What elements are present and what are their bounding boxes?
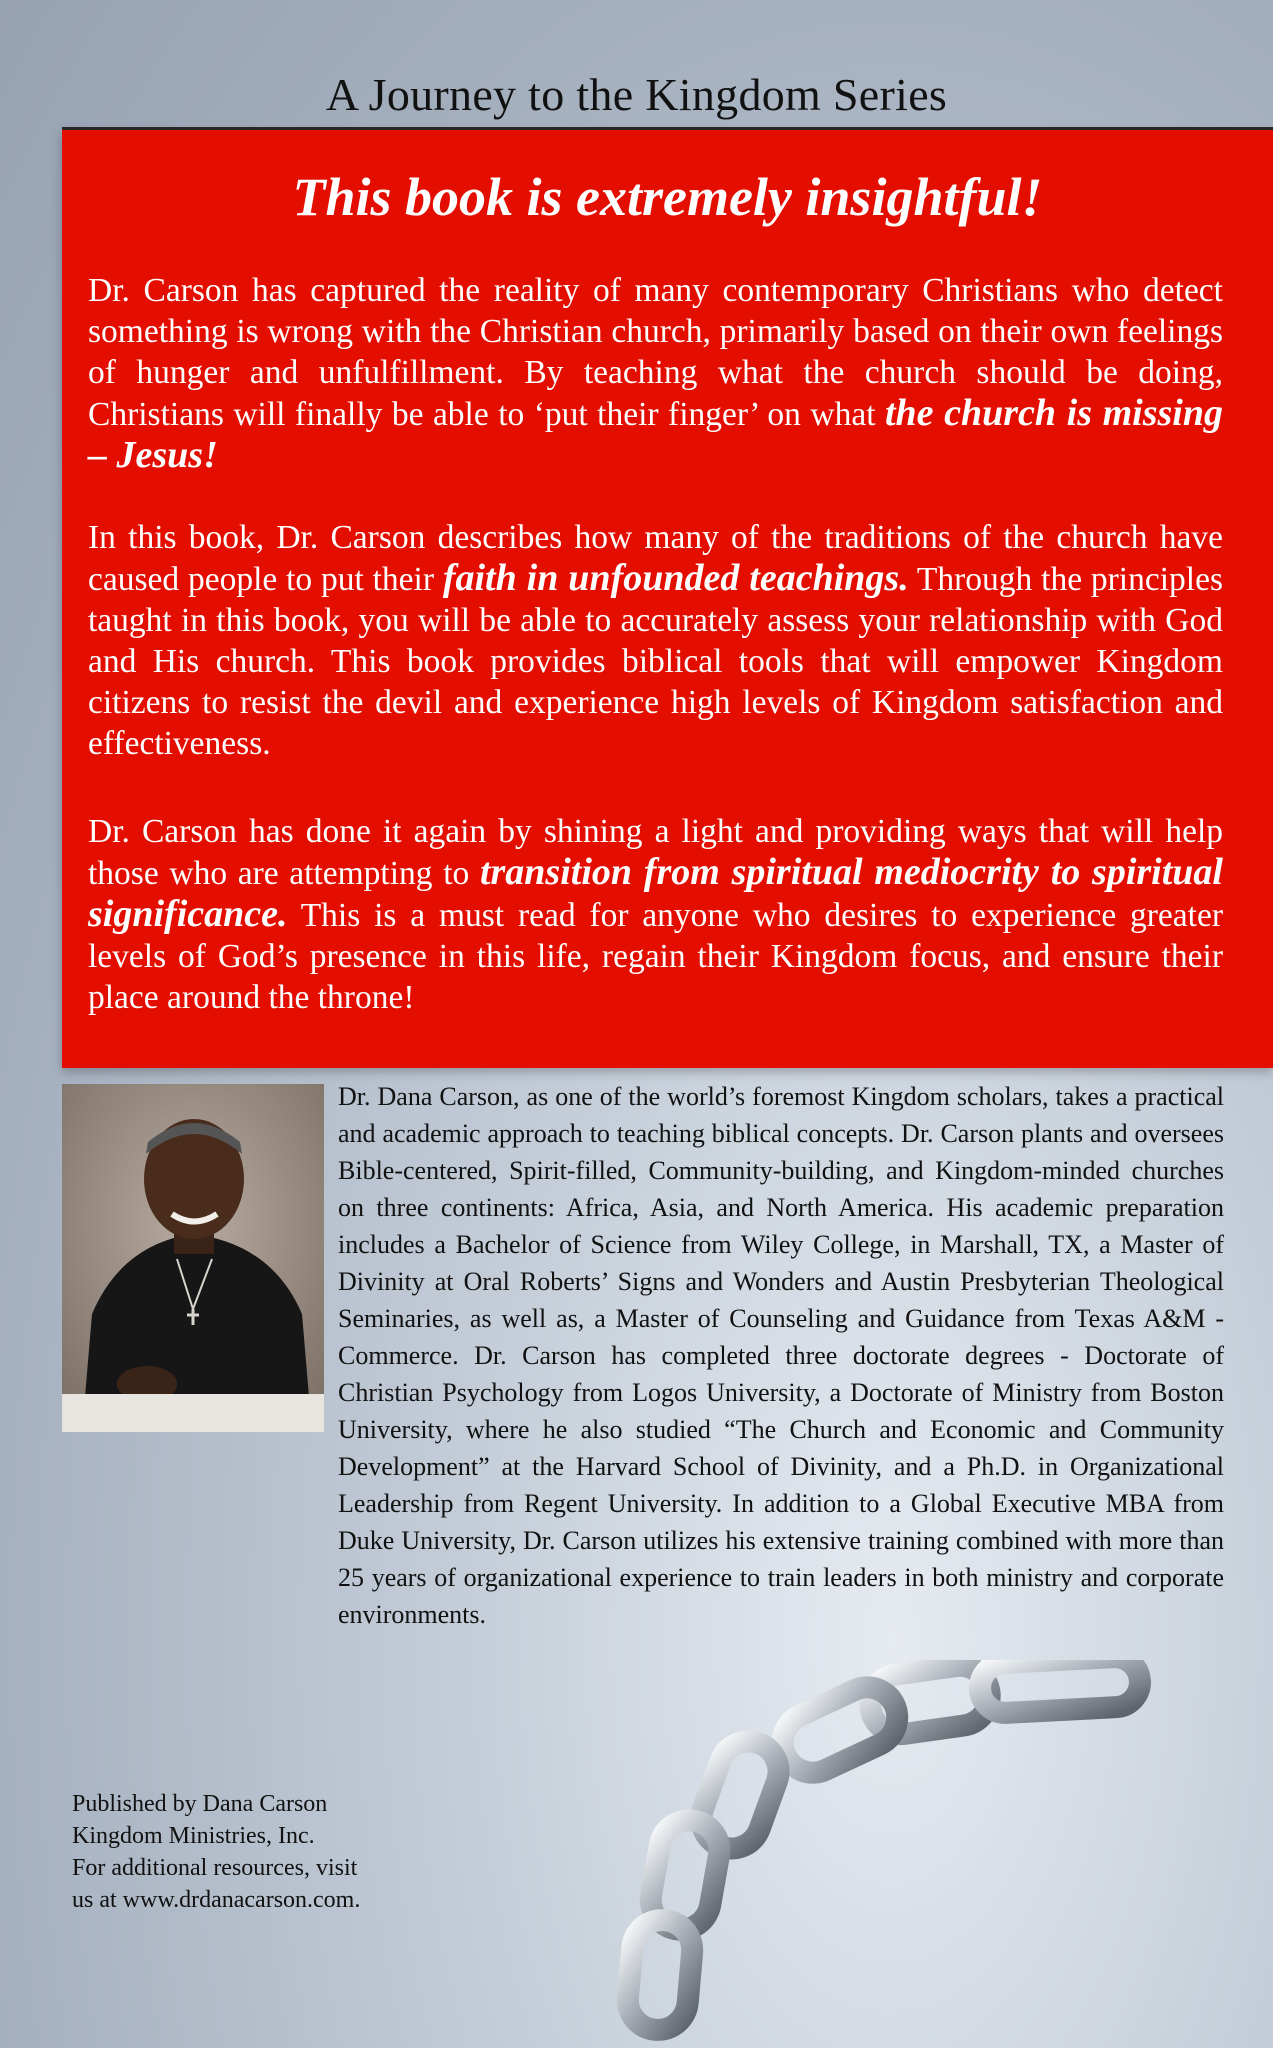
paragraph-text: Through the principles taught in this book, you will be able to accurately assess your relationship with God and His church. This book provides biblical tools that will empower Kingdom citizens to resist the devil and experience high levels of Kingdom satisfaction and effectiveness. (88, 561, 1223, 762)
endorsement-paragraph-2 (88, 517, 1223, 764)
chain-illustration (560, 1660, 1273, 2048)
author-photo-illustration (62, 1084, 324, 1432)
paragraph-emphasis: transition from spiritual mediocrity to spiritual significance. (88, 851, 1223, 935)
publisher-line: Published by Dana Carson (72, 1791, 328, 1817)
series-title: A Journey to the Kingdom Series (325, 69, 948, 120)
publisher-line: For additional resources, visit (72, 1855, 358, 1881)
paragraph-text: Dr. Carson has captured the reality of many contemporary Christians who detect something is wrong with the Christian church, primarily based on their own feelings of hunger and unfulfillment. By teaching what the church should be doing, Christians will finally be able to ‘put their finger’ on what (88, 272, 1223, 433)
author-photo (62, 1084, 324, 1432)
paragraph-emphasis: the church is missing – Jesus! (88, 392, 1223, 476)
endorsement-paragraph-1 (88, 270, 1223, 477)
paragraph-text: In this book, Dr. Carson describes how many of the traditions of the church have caused people to put their (88, 519, 1223, 598)
headline: This book is extremely insightful! (292, 167, 1043, 227)
publisher-line: Kingdom Ministries, Inc. (72, 1823, 315, 1849)
publisher-website: us at www.drdanacarson.com. (72, 1887, 361, 1913)
author-bio: Dr. Dana Carson, as one of the world’s foremost Kingdom scholars, takes a practical and academic approach to teaching biblical concepts. Dr. Carson plants and oversees Bible-centered, Spirit-filled, Community-building, and Kingdom-minded churches on three continents: Africa, Asia, and North America. His academic preparation includes a Bachelor of Science from Wiley College, in Marshall, TX, a Master of Divinity at Oral Roberts’ Signs and Wonders and Austin Presbyterian Theological Seminaries, as well as, a Master of Counseling and Guidance from Texas A&M - Commerce. Dr. Carson has completed three doctorate degrees - Doctorate of Christian Psychology from Logos University, a Doctorate of Ministry from Boston University, where he also studied “The Church and Economic and Community Development” at the Harvard School of Divinity, and a Ph.D. in Organizational Leadership from Regent University. In addition to a Global Executive MBA from Duke University, Dr. Carson utilizes his extensive training combined with more than 25 years of organizational experience to train leaders in both ministry and corporate environments. (338, 1082, 1224, 1629)
paragraph-text: Dr. Carson has done it again by shining a light and providing ways that will help those who are attempting to (88, 813, 1223, 892)
paragraph-text: This is a must read for anyone who desires to experience greater levels of God’s presence in this life, regain their Kingdom focus, and ensure their place around the throne! (88, 897, 1223, 1016)
publisher-info (72, 1788, 432, 1916)
endorsement-paragraph-3 (88, 811, 1223, 1018)
paragraph-emphasis: faith in unfounded teachings. (442, 557, 909, 599)
